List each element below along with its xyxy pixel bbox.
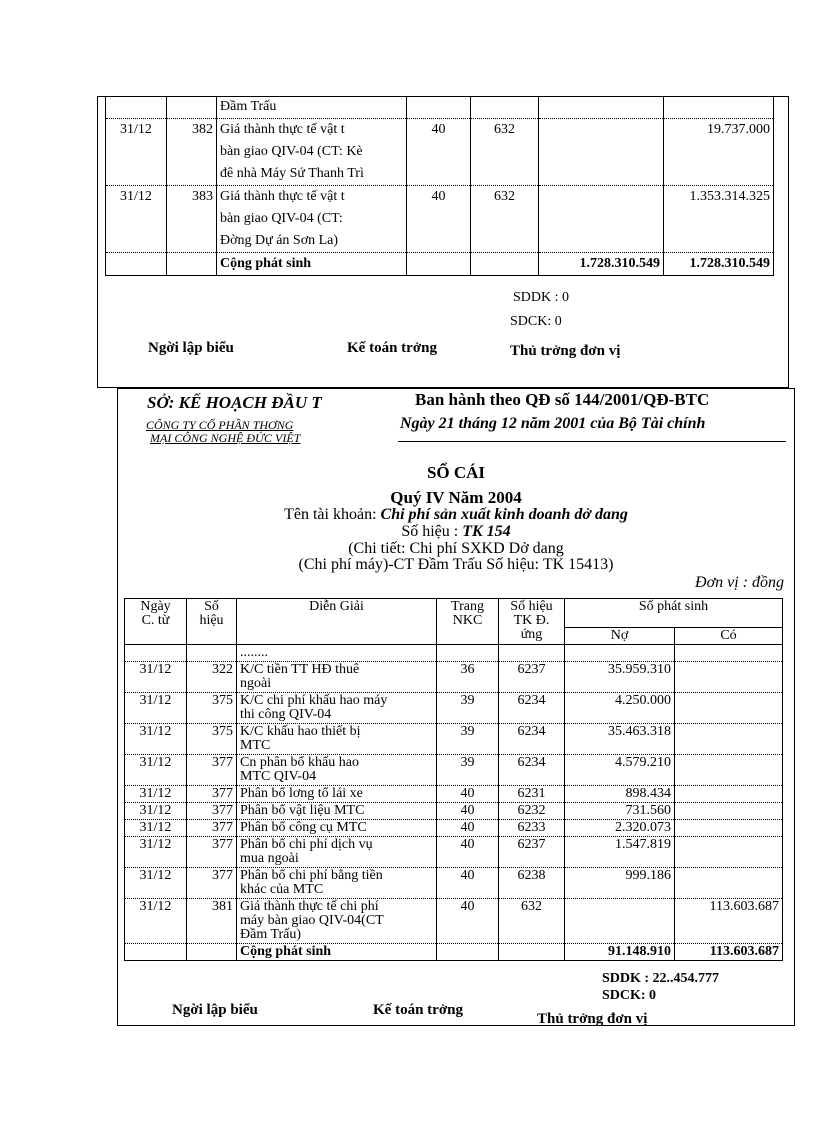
table-row: [106, 96, 774, 119]
contra-account: 6233: [499, 820, 565, 837]
entry-number: 383: [167, 186, 217, 253]
entry-date: 31/12: [125, 724, 187, 755]
description-line: K/C tiền TT HĐ thuê: [240, 662, 360, 677]
entry-date: 31/12: [125, 820, 187, 837]
account-number: TK 154: [462, 523, 511, 540]
entry-description: [217, 96, 407, 119]
table-row: [125, 837, 783, 868]
table-row: [125, 645, 783, 662]
entry-number: [167, 96, 217, 119]
description-line: K/C chi phí khấu hao máy: [240, 693, 388, 708]
debit-amount: 999.186: [565, 868, 675, 899]
entry-date: 31/12: [125, 755, 187, 786]
description-line: bàn giao QIV-04 (CT:: [220, 211, 343, 226]
entry-date: 31/12: [125, 837, 187, 868]
entry-number: 377: [187, 803, 237, 820]
ledger-total-row: [125, 944, 783, 961]
contra-account: [499, 645, 565, 662]
header-divider: [398, 441, 786, 442]
contra-account: [471, 96, 539, 119]
ledger-sig-preparer: Ngời lập biểu: [172, 1002, 258, 1018]
ledger-total-credit: 113.603.687: [675, 944, 783, 961]
contra-account: 6234: [499, 693, 565, 724]
debit-amount: 898.434: [565, 786, 675, 803]
journal-page: 40: [437, 820, 499, 837]
debit-amount: [565, 899, 675, 944]
entry-description: [237, 899, 437, 944]
contra-account: 6231: [499, 786, 565, 803]
description-line: Giá thành thực tế vật t: [220, 189, 345, 204]
top-total-credit: 1.728.310.549: [664, 253, 774, 276]
table-row: [125, 662, 783, 693]
description-line: Đầm Trấu: [220, 99, 277, 114]
entry-number: 382: [167, 119, 217, 186]
ledger-sig-head: Thủ trởng đơn vị: [537, 1011, 648, 1027]
entry-description: [237, 645, 437, 662]
entry-description: [237, 820, 437, 837]
entry-date: 31/12: [125, 899, 187, 944]
account-number-label: Số hiệu :: [401, 523, 459, 540]
entry-description: [237, 786, 437, 803]
department-name: SỞ: KẾ HOẠCH ĐẦU T: [147, 393, 322, 412]
entry-number: 377: [187, 786, 237, 803]
detail-line-1: (Chi tiết: Chi phí SXKD Dở dang: [348, 540, 564, 557]
entry-description: [237, 693, 437, 724]
table-row: [125, 693, 783, 724]
table-row: [125, 786, 783, 803]
contra-account: 6232: [499, 803, 565, 820]
credit-amount: [675, 786, 783, 803]
col-date: Ngày C. từ: [125, 599, 187, 645]
entry-description: [217, 119, 407, 186]
entry-number: 322: [187, 662, 237, 693]
col-contra-account: Số hiệu TK Đ. ứng: [499, 599, 565, 645]
table-row: [125, 755, 783, 786]
debit-amount: [565, 645, 675, 662]
entry-date: 31/12: [125, 868, 187, 899]
ledger-sddk: SDDK : 22..454.777: [602, 971, 720, 986]
credit-amount: [675, 803, 783, 820]
entry-description: [237, 868, 437, 899]
debit-amount: 1.547.819: [565, 837, 675, 868]
contra-account: 6237: [499, 837, 565, 868]
previous-ledger-table: [105, 96, 774, 276]
debit-amount: 35.959.310: [565, 662, 675, 693]
entry-description: [237, 837, 437, 868]
journal-page: 40: [437, 899, 499, 944]
description-line: Đầm Trấu): [240, 927, 302, 942]
journal-page: 40: [437, 868, 499, 899]
account-label: Tên tài khoản:: [284, 506, 377, 523]
debit-amount: [539, 96, 664, 119]
credit-amount: 19.737.000: [664, 119, 774, 186]
description-line: MTC QIV-04: [240, 769, 317, 784]
ledger-title: SỔ CÁI: [426, 463, 486, 482]
journal-page: 40: [437, 803, 499, 820]
credit-amount: 1.353.314.325: [664, 186, 774, 253]
top-total-debit: 1.728.310.549: [539, 253, 664, 276]
debit-amount: 731.560: [565, 803, 675, 820]
entry-description: [237, 755, 437, 786]
entry-description: [237, 662, 437, 693]
entry-date: 31/12: [106, 119, 167, 186]
contra-account: 6234: [499, 724, 565, 755]
entry-date: 31/12: [106, 186, 167, 253]
table-row: [125, 899, 783, 944]
ledger-sdck: SDCK: 0: [602, 988, 657, 1003]
contra-account: 6234: [499, 755, 565, 786]
table-row: [125, 820, 783, 837]
entry-number: 377: [187, 820, 237, 837]
ledger-sig-accountant: Kế toán trởng: [373, 1002, 463, 1018]
description-line: Giá thành thực tế vật t: [220, 122, 345, 137]
entry-date: 31/12: [125, 786, 187, 803]
decree-date: Ngày 21 tháng 12 năm 2001 của Bộ Tài chính: [400, 415, 706, 432]
table-row: [125, 803, 783, 820]
table-row: [106, 186, 774, 253]
debit-amount: 4.250.000: [565, 693, 675, 724]
credit-amount: [675, 662, 783, 693]
entry-number: 375: [187, 724, 237, 755]
description-line: Giá thành thực tế chi phí: [240, 899, 379, 914]
description-line: Cn phân bổ khấu hao: [240, 755, 359, 770]
top-sddk: SDDK : 0: [513, 290, 570, 305]
debit-amount: 4.579.210: [565, 755, 675, 786]
general-ledger-table: [124, 598, 783, 961]
col-credit: Có: [675, 628, 783, 645]
entry-number: 381: [187, 899, 237, 944]
top-total-label: Cộng phát sinh: [217, 253, 407, 276]
top-sdck: SDCK: 0: [510, 314, 562, 329]
journal-page: 40: [407, 186, 471, 253]
description-line: Phân bổ lơng tổ lái xe: [240, 786, 363, 801]
journal-page: 40: [437, 786, 499, 803]
credit-amount: [675, 820, 783, 837]
account-name-line: [117, 506, 795, 524]
debit-amount: 35.463.318: [565, 724, 675, 755]
col-number: Số hiệu: [187, 599, 237, 645]
ledger-period: Quý IV Năm 2004: [390, 488, 522, 507]
description-line: K/C khấu hao thiết bị: [240, 724, 361, 739]
journal-page: 40: [437, 837, 499, 868]
description-line: Phân bổ công cụ MTC: [240, 820, 367, 835]
credit-amount: [675, 693, 783, 724]
description-line: ........: [240, 645, 268, 660]
entry-description: [237, 803, 437, 820]
entry-date: 31/12: [125, 662, 187, 693]
description-line: MTC: [240, 738, 271, 753]
description-line: mua ngoài: [240, 851, 299, 866]
entry-date: [106, 96, 167, 119]
description-line: Phân bổ chi phí bằng tiền: [240, 868, 383, 883]
ledger-header-row: [125, 599, 783, 628]
contra-account: 6237: [499, 662, 565, 693]
col-journal-page: Trang NKC: [437, 599, 499, 645]
credit-amount: 113.603.687: [675, 899, 783, 944]
debit-amount: [539, 186, 664, 253]
entry-date: 31/12: [125, 693, 187, 724]
entry-number: 377: [187, 837, 237, 868]
col-description: Diễn Giải: [237, 599, 437, 645]
description-line: bàn giao QIV-04 (CT: Kè: [220, 144, 363, 159]
credit-amount: [675, 755, 783, 786]
detail-line-2: (Chi phí máy)-CT Đầm Trấu Số hiệu: TK 15413): [298, 556, 614, 573]
col-amount: Số phát sinh: [565, 599, 783, 628]
credit-amount: [675, 724, 783, 755]
description-line: khác của MTC: [240, 882, 324, 897]
journal-page: 39: [437, 693, 499, 724]
table-row: [106, 119, 774, 186]
company-name-line1: CÔNG TY CỔ PHẦN THƠNG: [146, 418, 294, 432]
credit-amount: [664, 96, 774, 119]
credit-amount: [675, 645, 783, 662]
table-row: [125, 868, 783, 899]
description-line: ngoài: [240, 676, 272, 691]
entry-description: [237, 724, 437, 755]
ledger-total-label: Cộng phát sinh: [237, 944, 437, 961]
currency-unit: Đơn vị : đồng: [695, 574, 784, 591]
account-number-line: [117, 523, 795, 541]
entry-number: 377: [187, 868, 237, 899]
journal-page: 36: [437, 662, 499, 693]
contra-account: 632: [471, 119, 539, 186]
contra-account: 632: [499, 899, 565, 944]
credit-amount: [675, 837, 783, 868]
journal-page: [437, 645, 499, 662]
journal-page: 40: [407, 119, 471, 186]
table-row: [125, 724, 783, 755]
description-line: Đờng Dự án Sơn La): [220, 233, 339, 248]
decree-reference: Ban hành theo QĐ số 144/2001/QĐ-BTC: [415, 390, 710, 409]
description-line: máy bàn giao QIV-04(CT: [240, 913, 384, 928]
description-line: đê nhà Máy Sứ Thanh Trì: [220, 166, 364, 181]
journal-page: 39: [437, 755, 499, 786]
debit-amount: 2.320.073: [565, 820, 675, 837]
journal-page: 39: [437, 724, 499, 755]
entry-description: [217, 186, 407, 253]
entry-number: 377: [187, 755, 237, 786]
ledger-total-debit: 91.148.910: [565, 944, 675, 961]
entry-date: 31/12: [125, 803, 187, 820]
col-debit: Nợ: [565, 628, 675, 645]
top-sig-accountant: Kế toán trởng: [347, 340, 437, 356]
entry-number: 375: [187, 693, 237, 724]
description-line: thi công QIV-04: [240, 707, 332, 722]
debit-amount: [539, 119, 664, 186]
top-sig-preparer: Ngời lập biểu: [148, 340, 234, 356]
journal-page: [407, 96, 471, 119]
contra-account: 6238: [499, 868, 565, 899]
company-name-line2: MẠI CÔNG NGHỆ ĐỨC VIỆT: [150, 431, 301, 445]
description-line: Phân bổ vật liệu MTC: [240, 803, 365, 818]
description-line: Phân bổ chi phí dịch vụ: [240, 837, 373, 852]
credit-amount: [675, 868, 783, 899]
contra-account: 632: [471, 186, 539, 253]
entry-number: [187, 645, 237, 662]
account-name: Chi phí sản xuất kinh doanh dở dang: [380, 506, 628, 523]
entry-date: [125, 645, 187, 662]
top-total-row: [106, 253, 774, 276]
top-sig-head: Thủ trởng đơn vị: [510, 343, 621, 359]
